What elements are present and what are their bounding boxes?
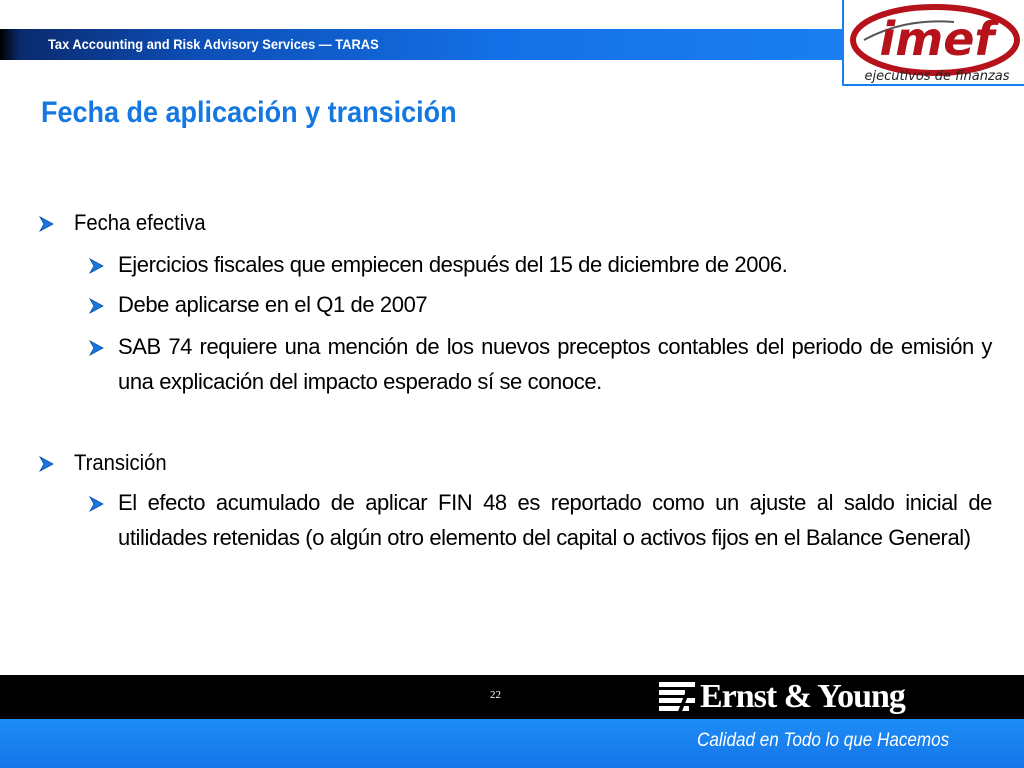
sub-bullet [88,329,992,399]
ernst-young-logo-icon [657,680,697,716]
arrow-bullet-icon [88,495,106,513]
imef-subtitle: ejecutivos de finanzas [864,69,1010,84]
tagline: Calidad en Todo lo que Hacemos [697,730,950,751]
sub-bullet [88,287,992,322]
sub-bullet-text: SAB 74 requiere una mención de los nuevos preceptos contables del periodo de emisión y una explicación del impacto esperado sí se conoce. [118,334,992,394]
sub-bullet-text: Debe aplicarse en el Q1 de 2007 [118,292,428,317]
bullet-transicion [38,445,175,480]
arrow-bullet-icon [88,297,106,315]
company-name: Ernst & Young [700,678,905,715]
page-number: 22 [490,689,501,701]
slide-title: Fecha de aplicación y transición [41,96,457,129]
sub-bullet-text: El efecto acumulado de aplicar FIN 48 es reportado como un ajuste al saldo inicial de utilidades retenidas (o algún otro elemento del capital o activos fijos en el Balance General) [118,490,992,550]
arrow-bullet-icon [38,215,56,233]
bullet-label: Transición [74,450,167,475]
bullet-label: Fecha efectiva [74,210,206,235]
sub-bullet-text: Ejercicios fiscales que empiecen después del 15 de diciembre de 2006. [118,252,788,277]
sub-bullet [88,485,992,555]
sub-bullet [88,247,992,282]
bullet-fecha-efectiva [38,205,217,240]
arrow-bullet-icon [88,257,106,275]
header-title: Tax Accounting and Risk Advisory Services — TARAS [48,36,379,52]
imef-wordmark: imef [879,12,995,66]
arrow-bullet-icon [88,339,106,357]
arrow-bullet-icon [38,455,56,473]
